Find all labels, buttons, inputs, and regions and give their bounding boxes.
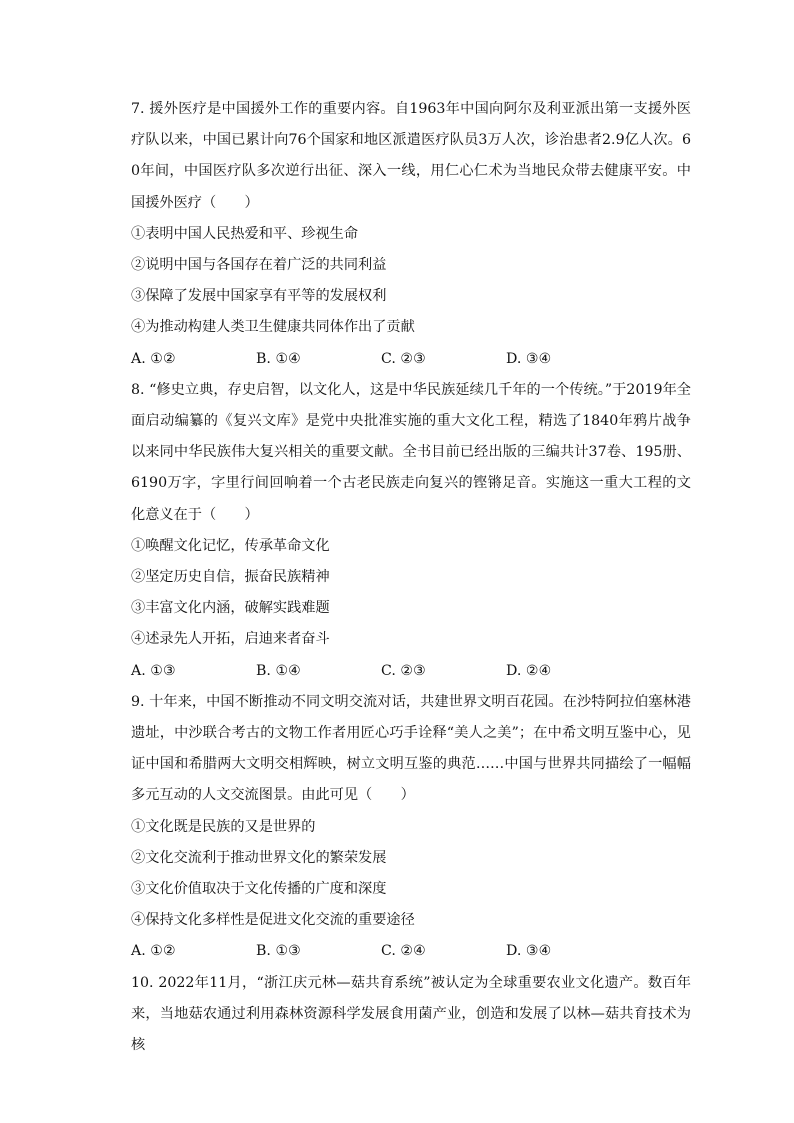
statement-option: ④述录先人开拓，启迪来者奋斗 — [131, 631, 330, 648]
answer-choices — [131, 344, 691, 375]
question-stem: 9. 十年来，中国不断推动不同文明交流对话，共建世界文明百花园。在沙特阿拉伯塞林港遗址，中沙联合考古的文物工作者用匠心巧手诠释“美人之美”；在中希文明互鉴中心，见证中国和希腊两大文明交相辉映，树立文明互鉴的典范……中国与世界共同描绘了一幅幅多元互动的人文交流图景。由此可见（ ） — [131, 693, 691, 804]
statement-option: ④为推动构建人类卫生健康共同体作出了贡献 — [131, 319, 415, 336]
choice-c: C. ②③ — [381, 662, 426, 679]
statement-option: ①文化既是民族的又是世界的 — [131, 818, 316, 835]
statement-option: ③丰富文化内涵，破解实践难题 — [131, 600, 330, 617]
choice-d: D. ③④ — [506, 350, 552, 367]
statement-option: ②坚定历史自信，振奋民族精神 — [131, 569, 330, 586]
choice-c: C. ②③ — [381, 350, 426, 367]
statement-option: ②说明中国与各国存在着广泛的共同利益 — [131, 257, 387, 274]
question-8 — [131, 375, 691, 687]
question-7 — [131, 94, 691, 375]
choice-b: B. ①④ — [256, 662, 301, 679]
answer-choices — [131, 656, 691, 687]
document-page — [131, 94, 691, 1061]
choice-b: B. ①③ — [256, 943, 301, 960]
statement-option: ①表明中国人民热爱和平、珍视生命 — [131, 225, 359, 242]
statement-option: ③保障了发展中国家享有平等的发展权利 — [131, 288, 387, 305]
statement-option: ②文化交流利于推动世界文化的繁荣发展 — [131, 849, 387, 866]
choice-d: D. ②④ — [506, 662, 552, 679]
answer-choices — [131, 936, 691, 967]
statement-option: ④保持文化多样性是促进文化交流的重要途径 — [131, 912, 415, 929]
choice-a: A. ①③ — [131, 662, 176, 679]
choice-a: A. ①② — [131, 943, 176, 960]
choice-d: D. ③④ — [506, 943, 552, 960]
question-stem: 10. 2022年11月，“浙江庆元林—菇共育系统”被认定为全球重要农业文化遗产。数百年来，当地菇农通过利用森林资源科学发展食用菌产业，创造和发展了以林—菇共育技术为核 — [131, 974, 691, 1054]
question-stem: 7. 援外医疗是中国援外工作的重要内容。自1963年中国向阿尔及利亚派出第一支援外医疗队以来，中国已累计向76个国家和地区派遣医疗队员3万人次，诊治患者2.9亿人次。60年间，中国医疗队多次逆行出征、深入一线，用仁心仁术为当地民众带去健康平安。中国援外医疗（ ） — [131, 101, 691, 211]
question-10 — [131, 968, 691, 1062]
statement-option: ①唤醒文化记忆，传承革命文化 — [131, 537, 330, 554]
question-stem: 8. “修史立典，存史启智，以文化人，这是中华民族延续几千年的一个传统。”于2019年全面启动编纂的《复兴文库》是党中央批准实施的重大文化工程，精选了1840年鸦片战争以来同中华民族伟大复兴相关的重要文献。全书目前已经出版的三编共计37卷、195册、6190万字，字里行间回响着一个古老民族走向复兴的铿锵足音。实施这一重大工程的文化意义在于（ ） — [131, 381, 691, 523]
choice-a: A. ①② — [131, 350, 176, 367]
question-9 — [131, 687, 691, 968]
choice-c: C. ②④ — [381, 943, 426, 960]
statement-option: ③文化价值取决于文化传播的广度和深度 — [131, 881, 387, 898]
choice-b: B. ①④ — [256, 350, 301, 367]
